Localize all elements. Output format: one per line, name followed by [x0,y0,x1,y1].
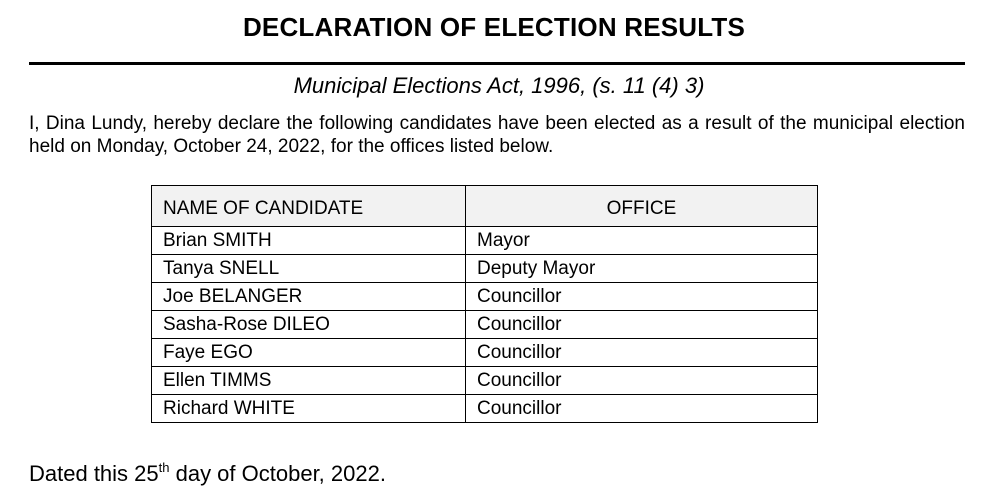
act-reference: Municipal Elections Act, 1996, (s. 11 (4) 3) [293,73,705,98]
header-office: OFFICE [466,186,818,227]
title-divider [29,62,965,65]
dated-prefix: Dated this 25 [29,461,159,486]
declaration-paragraph: I, Dina Lundy, hereby declare the following candidates have been elected as a result of the municipal election held on Monday, October 24, 2022, for the offices listed below. [29,113,965,157]
candidate-office: Deputy Mayor [466,255,818,283]
candidate-name: Tanya SNELL [152,255,466,283]
table-row [152,339,818,367]
candidate-name: Ellen TIMMS [152,367,466,395]
dated-line [29,460,386,487]
table-row [152,311,818,339]
candidate-name: Brian SMITH [152,227,466,255]
dated-suffix: day of October, 2022. [169,461,386,486]
candidate-name: Richard WHITE [152,395,466,423]
candidate-office: Councillor [466,311,818,339]
candidate-name: Joe BELANGER [152,283,466,311]
table-header-row [152,186,818,227]
table-row [152,367,818,395]
table-row [152,227,818,255]
table-row [152,255,818,283]
candidate-office: Councillor [466,283,818,311]
candidate-name: Faye EGO [152,339,466,367]
election-results-table [151,185,818,423]
table-row [152,395,818,423]
header-name-of-candidate: NAME OF CANDIDATE [152,186,466,227]
candidate-name: Sasha-Rose DILEO [152,311,466,339]
candidate-office: Councillor [466,367,818,395]
candidate-office: Councillor [466,395,818,423]
candidate-office: Mayor [466,227,818,255]
candidate-office: Councillor [466,339,818,367]
table-row [152,283,818,311]
dated-ordinal: th [158,460,170,475]
page-title: DECLARATION OF ELECTION RESULTS [242,12,746,42]
